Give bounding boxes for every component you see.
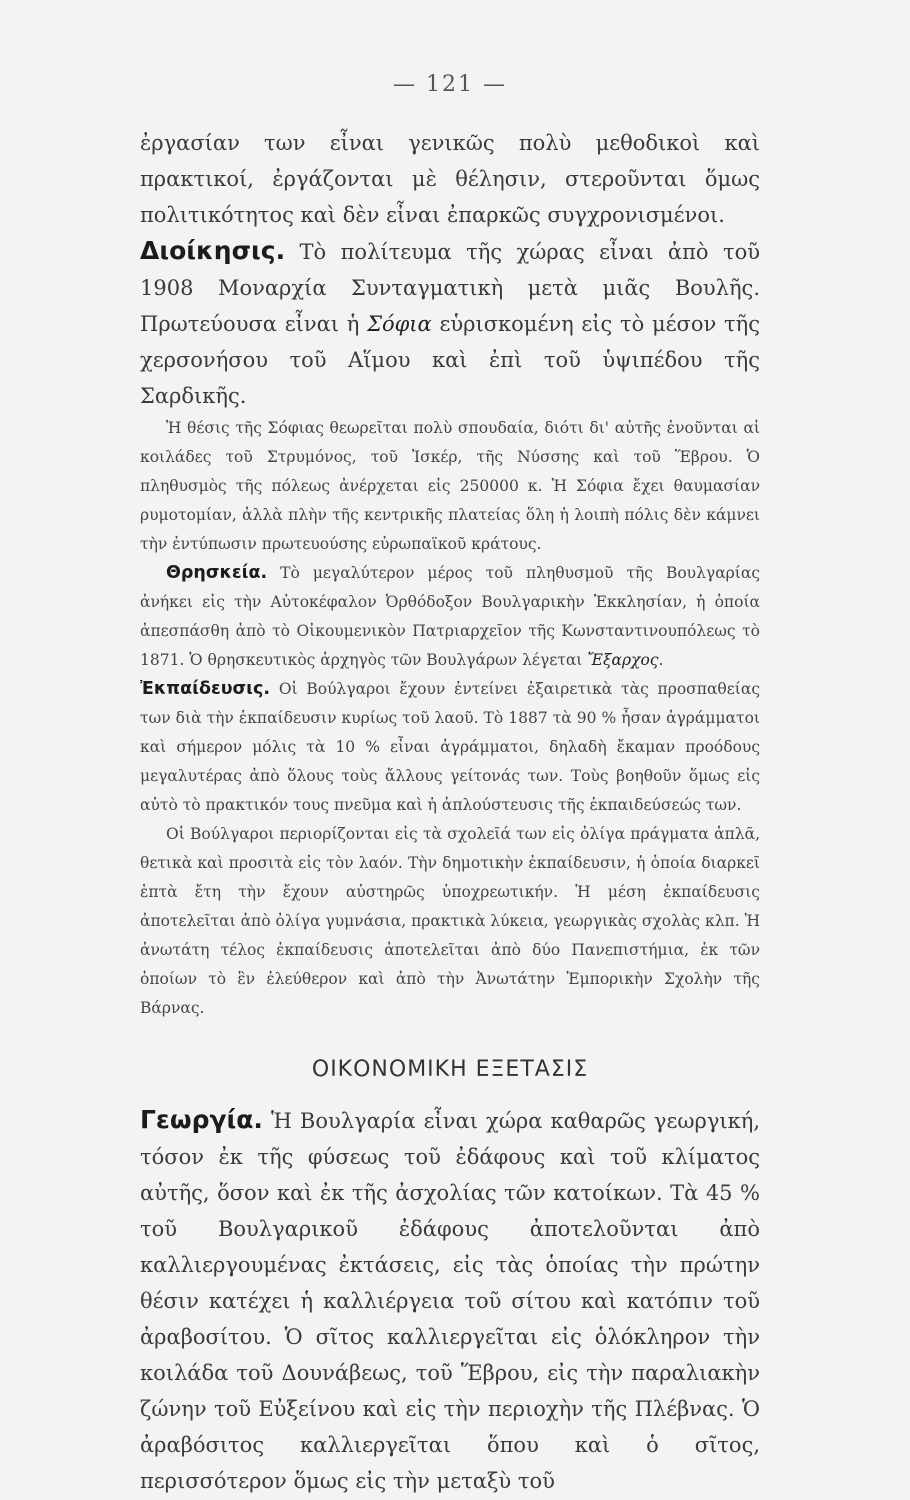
administration-text: Τὸ πολίτευμα τῆς χώρας εἶναι ἀπὸ τοῦ 1908 Μοναρχία Συνταγματικὴ μετὰ μιᾶς Βουλῆς. Πρωτεύουσα εἶναι ἡ (140, 240, 760, 336)
administration-text-end: εὑρισκομένη εἰς τὸ μέσον τῆς χερσονήσου τοῦ Αἵμου καὶ ἐπὶ τοῦ ὑψιπέδου τῆς Σαρδικῆς. (140, 312, 761, 408)
intro-paragraph (140, 125, 760, 233)
religion-paragraph (140, 559, 760, 675)
education-paragraph-2 (140, 820, 760, 1023)
agriculture-heading: Γεωργία. (140, 1105, 263, 1134)
section-title: ΟΙΚΟΝΟΜΙΚΗ ΕΞΕΤΑΣΙΣ (311, 1057, 589, 1082)
religion-text-end: . (658, 651, 664, 669)
agriculture-paragraph (140, 1102, 760, 1499)
capital-name: Σόφια (367, 312, 432, 336)
education-text-2: Οἱ Βούλγαροι περιορίζονται εἰς τὰ σχολεῖά των εἰς ὀλίγα πράγματα ἁπλᾶ, θετικὰ καὶ προσιτὰ εἰς τὸν λαόν. Τὴν δημοτικὴν ἐκπαίδευσιν, ἡ ὁποία διαρκεῖ ἑπτὰ ἔτη τὴν ἔχουν αὐστηρῶς ὑποχρεωτικήν. Ἡ μέση ἐκπαίδευσις ἀποτελεῖται ἀπὸ ὀλίγα γυμνάσια, πρακτικὰ λύκεια, γεωργικὰς σχολὰς κλπ. Ἡ ἀνωτάτη τέλος ἐκπαίδευσις ἀποτελεῖται ἀπὸ δύο Πανεπιστήμια, ἐκ τῶν ὁποίων τὸ ἓν ἐλεύθερον καὶ ἀπὸ τὴν Ἀνωτάτην Ἐμπορικὴν Σχολὴν τῆς Βάρνας. (140, 825, 760, 1017)
administration-paragraph (140, 233, 760, 414)
sofia-note-text: Ἡ θέσις τῆς Σόφιας θεωρεῖται πολὺ σπουδαία, διότι δι' αὐτῆς ἑνοῦνται αἱ κοιλάδες τοῦ Στρυμόνος, τοῦ Ἰσκέρ, τῆς Νύσσης καὶ τοῦ Ἕβρου. Ὁ πληθυσμὸς τῆς πόλεως ἀνέρχεται εἰς 250000 κ. Ἡ Σόφια ἔχει θαυμασίαν ρυμοτομίαν, ἀλλὰ πλὴν τῆς κεντρικῆς πλατείας ὅλη ἡ λοιπὴ πόλις δὲν κάμνει τὴν ἐντύπωσιν πρωτευούσης εὐρωπαϊκοῦ κράτους. (140, 419, 760, 553)
exarch-title: Ἔξαρχος (587, 651, 659, 669)
education-paragraph (140, 675, 760, 820)
education-heading: Ἐκπαίδευσις. (140, 679, 271, 699)
administration-heading: Διοίκησις. (140, 236, 286, 265)
page-number: — 121 — (393, 72, 507, 97)
religion-text: Τὸ μεγαλύτερον μέρος τοῦ πληθυσμοῦ τῆς Βουλγαρίας ἀνήκει εἰς τὴν Αὐτοκέφαλον Ὀρθόδοξον Βουλγαρικὴν Ἐκκλησίαν, ἡ ὁποία ἀπεσπάσθη ἀπὸ τὸ Οἰκουμενικὸν Πατριαρχεῖον τῆς Κωνσταντινουπόλεως τὸ 1871. Ὁ θρησκευτικὸς ἀρχηγὸς τῶν Βουλγάρων λέγεται (140, 564, 760, 669)
religion-heading: Θρησκεία. (166, 563, 268, 583)
education-text: Οἱ Βούλγαροι ἔχουν ἐντείνει ἐξαιρετικὰ τὰς προσπαθείας των διὰ τὴν ἐκπαίδευσιν κυρίως τοῦ λαοῦ. Τὸ 1887 τὰ 90 % ἦσαν ἀγράμματοι καὶ σήμερον μόλις τὰ 10 % εἶναι ἀγράμματοι, δηλαδὴ ἔκαμαν προόδους μεγαλυτέρας ἀπὸ ὅλους τοὺς ἄλλους γείτονάς των. Τοὺς βοηθοῦν ὅμως εἰς αὐτὸ τὸ πρακτικόν τους πνεῦμα καὶ ἡ ἁπλούστευσις τῆς ἐκπαιδεύσεώς των. (140, 680, 760, 814)
intro-text: ἐργασίαν των εἶναι γενικῶς πολὺ μεθοδικοὶ καὶ πρακτικοί, ἐργάζονται μὲ θέλησιν, στεροῦνται ὅμως πολιτικότητος καὶ δὲν εἶναι ἐπαρκῶς συγχρονισμένοι. (140, 131, 760, 227)
agriculture-text: Ἡ Βουλγαρία εἶναι χώρα καθαρῶς γεωργική, τόσον ἐκ τῆς φύσεως τοῦ ἐδάφους καὶ τοῦ κλίματος αὐτῆς, ὅσον καὶ ἐκ τῆς ἀσχολίας τῶν κατοίκων. Τὰ 45 % τοῦ Βουλγαρικοῦ ἐδάφους ἀποτελοῦνται ἀπὸ καλλιεργουμένας ἐκτάσεις, εἰς τὰς ὁποίας τὴν πρώτην θέσιν κατέχει ἡ καλλιέργεια τοῦ σίτου καὶ κατόπιν τοῦ ἀραβοσίτου. Ὁ σῖτος καλλιεργεῖται εἰς ὁλόκληρον τὴν κοιλάδα τοῦ Δουνάβεως, τοῦ Ἕβρου, εἰς τὴν παραλιακὴν ζώνην τοῦ Εὐξείνου καὶ εἰς τὴν περιοχὴν τῆς Πλέβνας. Ὁ ἀραβόσιτος καλλιεργεῖται ὅπου καὶ ὁ σῖτος, περισσότερον ὅμως εἰς τὴν μεταξὺ τοῦ (140, 1109, 760, 1493)
sofia-note (140, 414, 760, 559)
